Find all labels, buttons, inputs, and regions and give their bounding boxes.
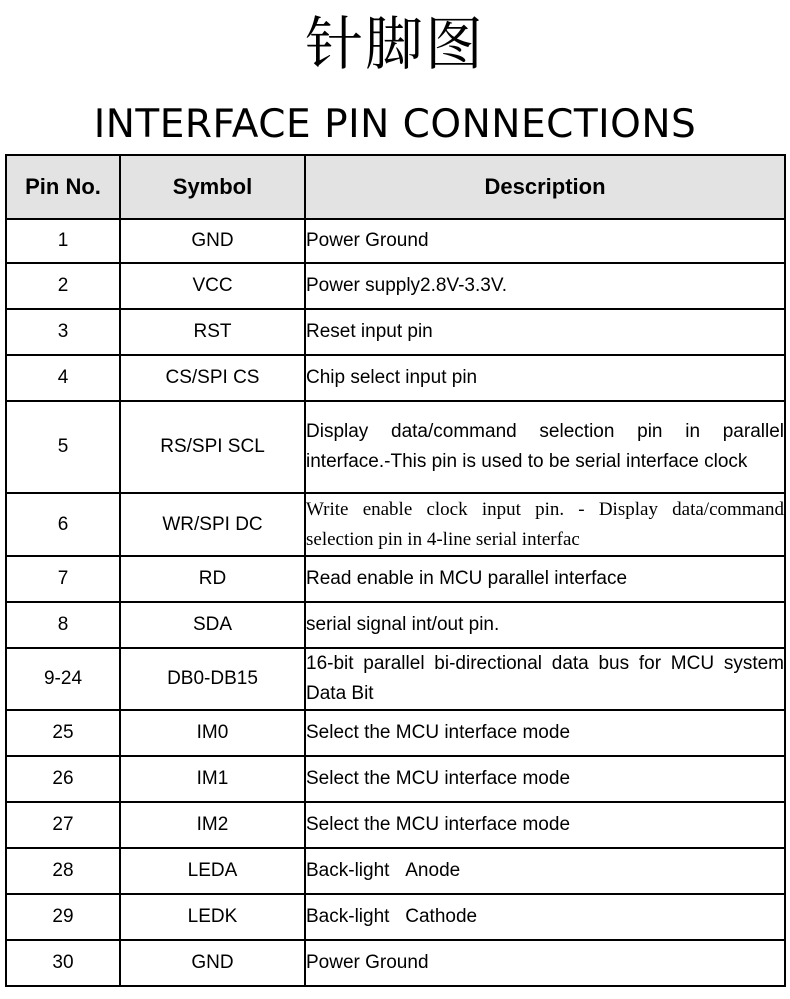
pin-symbol: VCC xyxy=(120,263,305,309)
pin-number: 9-24 xyxy=(6,648,120,710)
pin-description: Power Ground xyxy=(305,219,785,263)
pin-number: 29 xyxy=(6,894,120,940)
pin-number: 8 xyxy=(6,602,120,648)
pin-symbol: SDA xyxy=(120,602,305,648)
table-row xyxy=(6,848,785,894)
pin-symbol: WR/SPI DC xyxy=(120,493,305,556)
pin-symbol: GND xyxy=(120,940,305,986)
pin-description: Reset input pin xyxy=(305,309,785,355)
pin-description: Select the MCU interface mode xyxy=(305,802,785,848)
pin-number: 25 xyxy=(6,710,120,756)
page-title: INTERFACE PIN CONNECTIONS xyxy=(93,102,697,147)
table-row xyxy=(6,401,785,493)
pin-symbol: IM2 xyxy=(120,802,305,848)
table-row xyxy=(6,756,785,802)
pin-number: 27 xyxy=(6,802,120,848)
pin-description: Select the MCU interface mode xyxy=(305,756,785,802)
pin-description: Back-light Anode xyxy=(305,848,785,894)
pin-description: Power Ground xyxy=(305,940,785,986)
table-row xyxy=(6,263,785,309)
pin-number: 28 xyxy=(6,848,120,894)
table-row xyxy=(6,309,785,355)
pin-number: 26 xyxy=(6,756,120,802)
pin-description: 16-bit parallel bi-directional data bus for MCU system Data Bit xyxy=(305,648,785,710)
pin-description: Chip select input pin xyxy=(305,355,785,401)
table-row xyxy=(6,602,785,648)
pin-symbol: IM1 xyxy=(120,756,305,802)
pin-number: 1 xyxy=(6,219,120,263)
pin-number: 3 xyxy=(6,309,120,355)
header-symbol: Symbol xyxy=(120,155,305,219)
table-header-row xyxy=(6,155,785,219)
pin-symbol: DB0-DB15 xyxy=(120,648,305,710)
table-row xyxy=(6,894,785,940)
table-row xyxy=(6,556,785,602)
pin-symbol: RS/SPI SCL xyxy=(120,401,305,493)
header-description: Description xyxy=(305,155,785,219)
pin-number: 2 xyxy=(6,263,120,309)
pin-symbol: GND xyxy=(120,219,305,263)
pin-symbol: LEDA xyxy=(120,848,305,894)
pin-description: serial signal int/out pin. xyxy=(305,602,785,648)
table-row xyxy=(6,710,785,756)
pin-number: 6 xyxy=(6,493,120,556)
table-row xyxy=(6,802,785,848)
pin-symbol: RST xyxy=(120,309,305,355)
header-pin-no: Pin No. xyxy=(6,155,120,219)
table-row xyxy=(6,940,785,986)
table-row xyxy=(6,493,785,556)
pin-table xyxy=(5,154,786,987)
pin-description: Display data/command selection pin in parallel interface.-This pin is used to be serial interface clock xyxy=(305,401,785,493)
pin-description: Back-light Cathode xyxy=(305,894,785,940)
pin-number: 7 xyxy=(6,556,120,602)
table-row xyxy=(6,648,785,710)
pin-description: Power supply2.8V-3.3V. xyxy=(305,263,785,309)
pin-number: 5 xyxy=(6,401,120,493)
page-title-chinese: 针脚图 xyxy=(304,10,485,78)
pin-description: Read enable in MCU parallel interface xyxy=(305,556,785,602)
pin-number: 4 xyxy=(6,355,120,401)
pin-description: Write enable clock input pin. - Display data/command selection pin in 4-line serial interfac xyxy=(305,493,785,556)
pin-symbol: LEDK xyxy=(120,894,305,940)
table-row xyxy=(6,355,785,401)
pin-description: Select the MCU interface mode xyxy=(305,710,785,756)
pin-symbol: RD xyxy=(120,556,305,602)
pin-number: 30 xyxy=(6,940,120,986)
pin-symbol: IM0 xyxy=(120,710,305,756)
table-row xyxy=(6,219,785,263)
pin-symbol: CS/SPI CS xyxy=(120,355,305,401)
